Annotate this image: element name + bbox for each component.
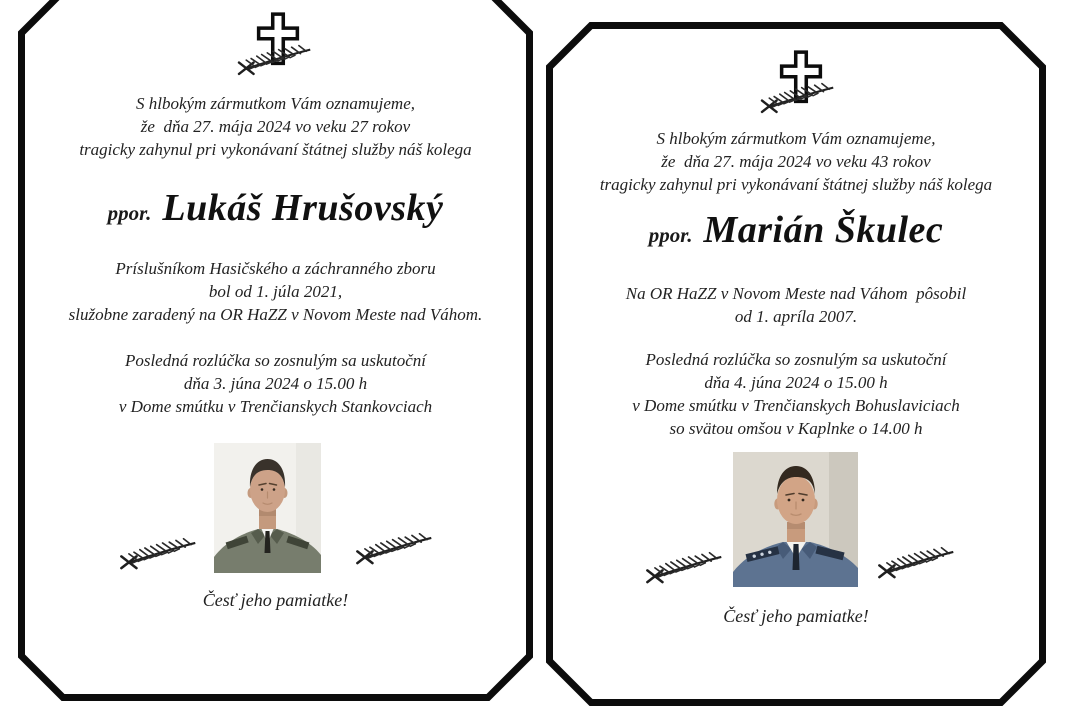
farewell-text bbox=[546, 348, 1046, 440]
palm-feather-icon bbox=[644, 540, 728, 584]
palm-feather-icon bbox=[876, 535, 960, 579]
service-line: bol od 1. júla 2021, bbox=[208, 282, 343, 301]
farewell-text bbox=[18, 349, 533, 418]
farewell-line: Posledná rozlúčka so zosnulým sa uskutoční bbox=[124, 351, 427, 370]
service-line: služobne zaradený na OR HaZZ v Novom Meste nad Váhom. bbox=[68, 305, 483, 324]
farewell-line: Posledná rozlúčka so zosnulým sa uskutoční bbox=[645, 350, 947, 369]
deceased-name: Lukáš Hrušovský bbox=[162, 187, 444, 229]
portrait-photo bbox=[214, 443, 321, 573]
farewell-line: dňa 4. júna 2024 o 15.00 h bbox=[704, 373, 888, 392]
service-text bbox=[18, 257, 533, 326]
tribute-text: Česť jeho pamiatke! bbox=[723, 606, 869, 626]
announcement-text bbox=[546, 127, 1046, 196]
deceased-rank: ppor. bbox=[648, 223, 693, 247]
announcement-text bbox=[18, 92, 533, 161]
farewell-line: dňa 3. júna 2024 o 15.00 h bbox=[183, 374, 368, 393]
service-line: od 1. apríla 2007. bbox=[734, 307, 858, 326]
farewell-line: v Dome smútku v Trenčianskych Stankovciach bbox=[118, 397, 433, 416]
deceased-name-row bbox=[18, 186, 533, 230]
memorial-card-right bbox=[546, 22, 1046, 706]
service-line: Príslušníkom Hasičského a záchranného zboru bbox=[115, 259, 436, 278]
memorial-card-left bbox=[18, 0, 533, 701]
announcement-line: že dňa 27. mája 2024 vo veku 43 rokov bbox=[661, 152, 931, 171]
announcement-line: S hlbokým zármutkom Vám oznamujeme, bbox=[656, 129, 936, 148]
farewell-line: v Dome smútku v Trenčianskych Bohuslaviciach bbox=[632, 396, 960, 415]
service-text bbox=[546, 282, 1046, 328]
portrait-photo bbox=[733, 452, 858, 587]
announcement-line: S hlbokým zármutkom Vám oznamujeme, bbox=[135, 94, 416, 113]
tribute-text: Česť jeho pamiatke! bbox=[202, 590, 349, 610]
palm-feather-icon bbox=[354, 521, 438, 565]
palm-feather-icon bbox=[118, 526, 202, 570]
deceased-name: Marián Škulec bbox=[703, 209, 944, 251]
cross-with-feather-icon bbox=[757, 46, 845, 118]
cross-with-feather-icon bbox=[234, 8, 322, 80]
deceased-name-row bbox=[546, 208, 1046, 252]
announcement-line: že dňa 27. mája 2024 vo veku 27 rokov bbox=[140, 117, 411, 136]
farewell-line: so svätou omšou v Kaplnke o 14.00 h bbox=[669, 419, 923, 438]
deceased-rank: ppor. bbox=[107, 201, 152, 225]
service-line: Na OR HaZZ v Novom Meste nad Váhom pôsobil bbox=[625, 284, 967, 303]
announcement-line: tragicky zahynul pri vykonávaní štátnej služby náš kolega bbox=[79, 140, 472, 159]
announcement-line: tragicky zahynul pri vykonávaní štátnej služby náš kolega bbox=[599, 175, 993, 194]
